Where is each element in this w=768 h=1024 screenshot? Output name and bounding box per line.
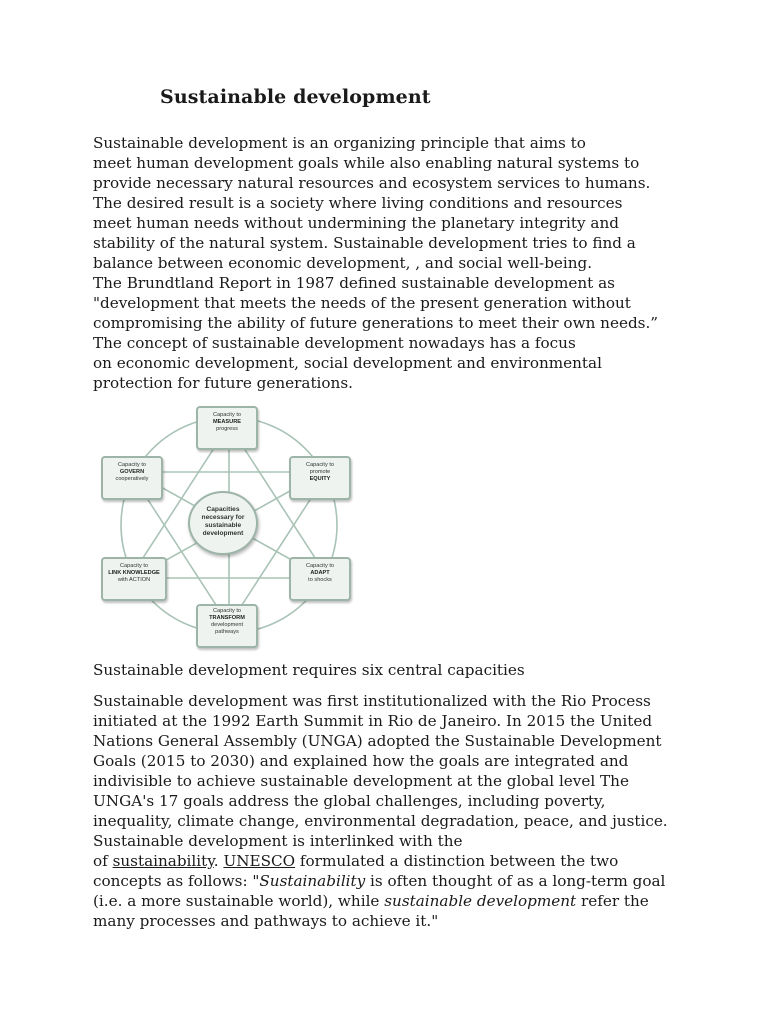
unesco-link[interactable]: UNESCO — [223, 852, 296, 870]
node-label: Capacity to — [306, 563, 334, 569]
figure-caption — [93, 660, 693, 680]
text-line: inequality, climate change, environmental degradation, peace, and justice. — [93, 812, 668, 830]
node-keyword: TRANSFORM — [209, 615, 245, 621]
text-line: Sustainable development is an organizing principle that aims to — [93, 134, 586, 152]
text-line: Sustainable development was first institutionalized with the Rio Process — [93, 692, 651, 710]
body-paragraph — [93, 691, 693, 931]
node-keyword: EQUITY — [309, 476, 331, 482]
text-line: Sustainable development is interlinked with the — [93, 832, 463, 850]
center-label: sustainable — [204, 522, 242, 529]
caption-text: Sustainable development requires six central capacities — [93, 661, 525, 679]
node-label: Capacity to — [213, 608, 241, 614]
text-line: indivisible to achieve sustainable development at the global level The — [93, 772, 629, 790]
text-line: meet human needs without undermining the planetary integrity and — [93, 214, 619, 232]
node-adapt — [289, 557, 351, 601]
node-keyword: with ACTION — [117, 577, 151, 583]
node-transform — [196, 604, 258, 648]
text-span: formulated a distinction between the two — [295, 852, 619, 870]
text-line: on economic development, social development and environmental — [93, 354, 602, 372]
node-label: development — [210, 622, 244, 628]
center-label: development — [202, 530, 244, 537]
center-label: Capacities — [206, 506, 240, 513]
text-line — [93, 851, 693, 871]
text-line: The desired result is a society where living conditions and resources — [93, 194, 623, 212]
text-line — [93, 891, 693, 911]
node-label: pathways — [215, 629, 239, 635]
text-line — [93, 871, 693, 891]
text-span: of — [93, 852, 113, 870]
text-span: . — [213, 852, 224, 870]
node-keyword: LINK KNOWLEDGE — [108, 570, 160, 576]
node-link-knowledge — [101, 557, 167, 601]
node-label: to shocks — [308, 577, 332, 583]
node-label: Capacity to — [306, 462, 334, 468]
page-title: Sustainable development — [160, 86, 431, 108]
node-keyword: MEASURE — [213, 419, 241, 425]
text-line: initiated at the 1992 Earth Summit in Rio de Janeiro. In 2015 the United — [93, 712, 653, 730]
text-line: "development that meets the needs of the present generation without — [93, 294, 631, 312]
node-keyword: GOVERN — [119, 469, 145, 475]
center-label: necessary for — [201, 514, 245, 521]
text-line: stability of the natural system. Sustainable development tries to find a — [93, 234, 636, 252]
text-line: many processes and pathways to achieve it." — [93, 912, 439, 930]
text-line: provide necessary natural resources and ecosystem services to humans. — [93, 174, 651, 192]
node-label: cooperatively — [115, 476, 149, 482]
text-line: compromising the ability of future generations to meet their own needs.” — [93, 314, 659, 332]
node-equity — [289, 456, 351, 500]
node-keyword: ADAPT — [310, 570, 330, 576]
text-span: concepts as follows: " — [93, 872, 260, 890]
sustainability-link[interactable]: sustainability — [112, 852, 214, 870]
text-span: is often thought of as a long-term goal — [365, 872, 666, 890]
text-line: The concept of sustainable development nowadays has a focus — [93, 334, 576, 352]
node-govern — [101, 456, 163, 500]
text-line: meet human development goals while also enabling natural systems to — [93, 154, 640, 172]
italic-term: Sustainability — [259, 872, 366, 890]
italic-term: sustainable development — [384, 892, 577, 910]
capacities-diagram — [96, 400, 360, 650]
node-label: Capacity to — [120, 563, 148, 569]
node-measure — [196, 406, 258, 450]
text-span: refer the — [576, 892, 649, 910]
center-node — [188, 491, 258, 555]
text-line: balance between economic development, , and social well-being. — [93, 254, 593, 272]
node-label: promote — [309, 469, 331, 475]
node-label: progress — [216, 426, 238, 432]
text-line: protection for future generations. — [93, 374, 353, 392]
text-line: UNGA's 17 goals address the global challenges, including poverty, — [93, 792, 606, 810]
text-line: The Brundtland Report in 1987 defined sustainable development as — [93, 274, 615, 292]
text-line: Nations General Assembly (UNGA) adopted the Sustainable Development — [93, 732, 662, 750]
node-label: Capacity to — [213, 412, 241, 418]
text-span: (i.e. a more sustainable world), while — [93, 892, 385, 910]
text-line: Goals (2015 to 2030) and explained how the goals are integrated and — [93, 752, 629, 770]
intro-paragraph — [93, 133, 693, 393]
node-label: Capacity to — [118, 462, 146, 468]
